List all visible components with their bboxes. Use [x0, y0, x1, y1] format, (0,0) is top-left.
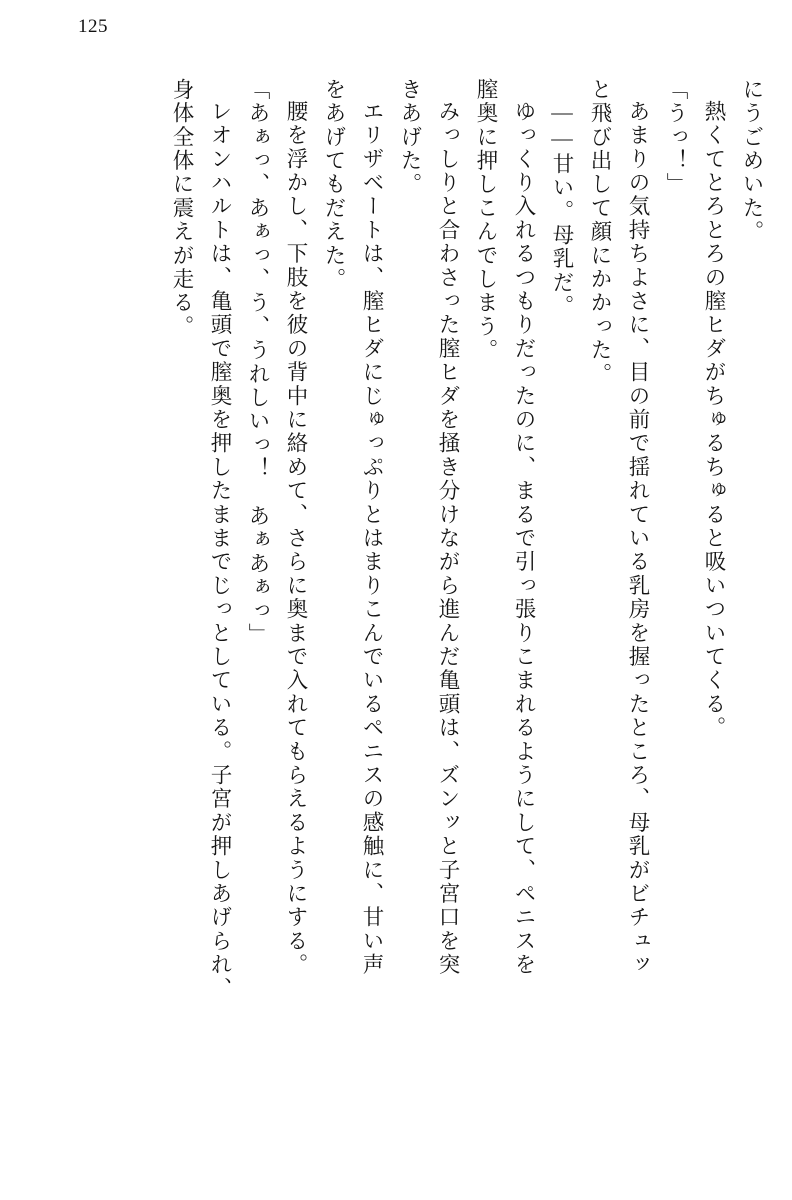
- page-number: 125: [78, 16, 108, 37]
- text-line: 膣奥に押しこんでしまう。: [474, 78, 498, 363]
- text-line: 熱くてとろとろの膣ヒダがちゅるちゅると吸いついてくる。: [702, 100, 726, 740]
- vertical-text-body: [34, 78, 762, 1168]
- text-line: 「あぁっ、あぁっ、う、うれしいっ！ あぁあぁっ」: [246, 78, 270, 647]
- text-line: ――甘い。母乳だ。: [550, 100, 574, 319]
- text-line: と飛び出して顔にかかった。: [588, 78, 612, 387]
- text-line: 身体全体に震えが走る。: [170, 78, 194, 339]
- text-line: 腰を浮かし、下肢を彼の背中に絡めて、さらに奥まで入れてもらえるようにする。: [284, 100, 308, 977]
- text-line: レオンハルトは、亀頭で膣奥を押したままでじっとしている。子宮が押しあげられ、: [208, 100, 232, 1001]
- text-line: をあげてもだえた。: [322, 78, 346, 292]
- text-line: 「うっ！」: [664, 78, 688, 197]
- text-line: きあげた。: [398, 78, 422, 197]
- text-line: にうごめいた。: [740, 78, 764, 244]
- text-line: エリザベートは、膣ヒダにじゅっぷりとはまりこんでいるペニスの感触に、甘い声: [360, 100, 384, 977]
- text-line: ゆっくり入れるつもりだったのに、まるで引っ張りこまれるようにして、ペニスを: [512, 100, 536, 977]
- text-line: あまりの気持ちよさに、目の前で揺れている乳房を握ったところ、母乳がビチュッ: [626, 100, 650, 977]
- text-line: みっしりと合わさった膣ヒダを掻き分けながら進んだ亀頭は、ズンッと子宮口を突: [436, 100, 460, 977]
